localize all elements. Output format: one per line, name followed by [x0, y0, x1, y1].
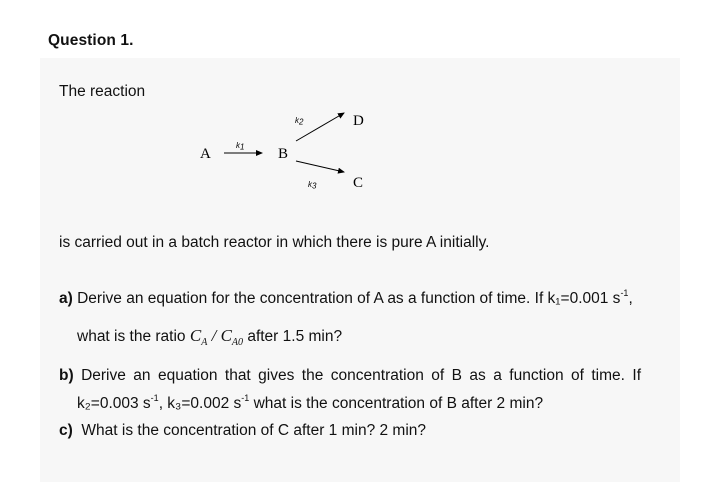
ratio-denominator: C: [220, 326, 232, 345]
species-b: B: [278, 146, 289, 162]
arrow-b-to-c: [296, 161, 344, 172]
part-a-ratio-suffix: after 1.5 min?: [247, 328, 343, 345]
ratio-slash: /: [207, 326, 221, 345]
intro-text: The reaction: [59, 83, 146, 100]
part-c-text: What is the concentration of C after 1 min? 2 min?: [81, 422, 427, 439]
rate-constant-k3: k3: [308, 180, 317, 191]
part-b-text: Derive an equation that gives the concentration of B as a function of time. If: [81, 367, 641, 384]
part-a-comma: ,: [628, 290, 633, 308]
part-a-line-2: [77, 326, 342, 346]
part-a-ratio-prefix: what is the ratio: [77, 328, 186, 345]
ratio-numerator-subscript: A: [201, 337, 208, 348]
part-b-line-1: [59, 367, 641, 385]
species-c: C: [353, 175, 364, 191]
part-a-unit-exponent: -1: [620, 288, 629, 298]
reaction-scheme: [196, 108, 386, 194]
part-a-label: a): [59, 290, 73, 308]
part-b-k2: k₂=0.003 s: [77, 395, 151, 413]
part-b-k3-exponent: -1: [241, 393, 250, 403]
part-c-line: [59, 422, 426, 440]
species-a: A: [200, 146, 211, 162]
part-b-line-2: [77, 394, 543, 413]
rate-constant-k1: k1: [236, 141, 245, 152]
part-a-text: Derive an equation for the concentration of A as a function of time. If k₁=0.001 s: [77, 290, 621, 308]
part-b-label: b): [59, 367, 74, 384]
question-heading: Question 1.: [48, 32, 134, 49]
rate-constant-k2: k2: [295, 116, 304, 127]
species-d: D: [353, 113, 364, 129]
part-b-k3: , k₃=0.002 s: [158, 395, 242, 413]
part-c-label: c): [59, 422, 73, 439]
ratio-numerator: C: [189, 326, 202, 345]
concentration-ratio: [189, 326, 244, 348]
part-b-question: what is the concentration of B after 2 min?: [249, 395, 544, 413]
part-a-line-1: [59, 289, 633, 308]
ratio-denominator-subscript: A0: [231, 337, 244, 348]
problem-statement: is carried out in a batch reactor in which there is pure A initially.: [59, 234, 490, 251]
part-b-k2-exponent: -1: [150, 393, 159, 403]
